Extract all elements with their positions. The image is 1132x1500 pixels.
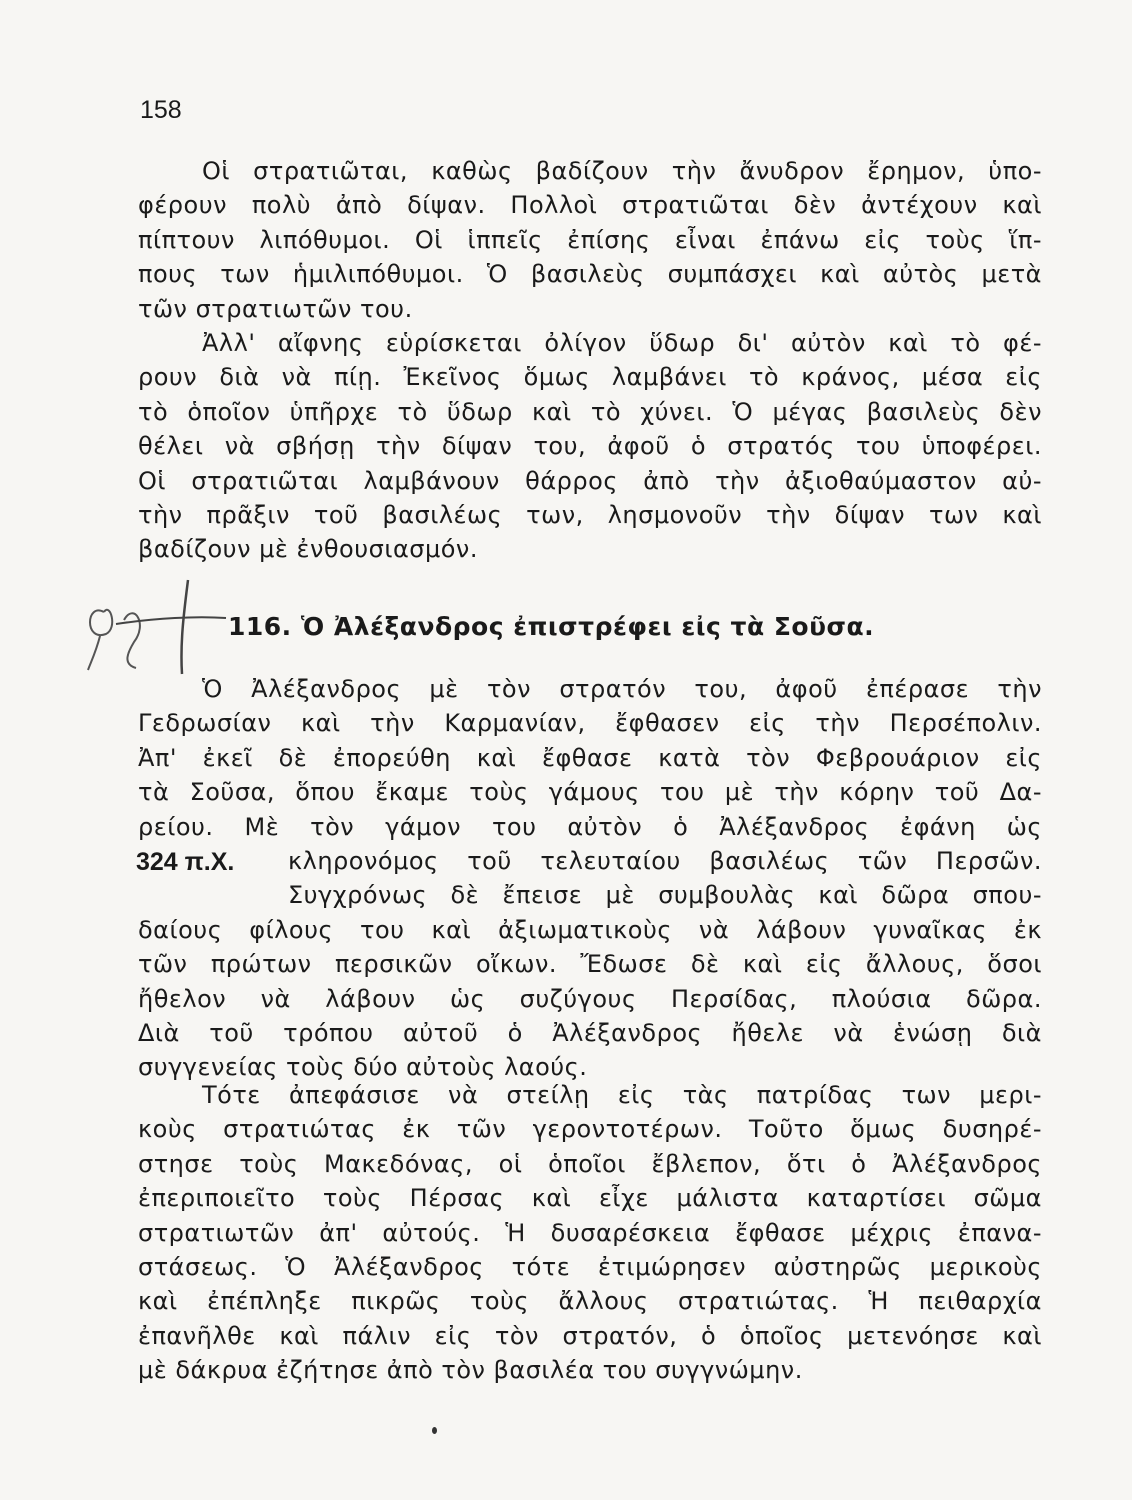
text-line: Τότε ἀπεφάσισε νὰ στείλῃ εἰς τὰς πατρίδας των μερι- (202, 1081, 1042, 1109)
text-line: τῶν στρατιωτῶν του. (138, 294, 413, 323)
paragraph-susa (138, 672, 1042, 1085)
text-line: Ἀλλ' αἴφνης εὑρίσκεται ὀλίγον ὕδωρ δι' αὐτὸν καὶ τὸ φέ- (202, 329, 1042, 358)
text-line: συγγενείας τοὺς δύο αὐτοὺς λαούς. (138, 1053, 588, 1082)
paragraph-thirst (138, 154, 1042, 567)
text-line: στάσεως. Ὁ Ἀλέξανδρος τότε ἐτιμώρησεν αὐστηρῶς μερικοὺς (138, 1253, 1042, 1282)
text-line: τὸ ὁποῖον ὑπῆρχε τὸ ὕδωρ καὶ τὸ χύνει. Ὁ μέγας βασιλεὺς δὲν (138, 397, 1042, 426)
text-line: τὰ Σοῦσα, ὅπου ἔκαμε τοὺς γάμους του μὲ τὴν κόρην τοῦ Δα- (138, 778, 1042, 807)
text-line: βαδίζουν μὲ ἐνθουσιασμόν. (138, 535, 478, 564)
text-line: κληρονόμος τοῦ τελευταίου βασιλέως τῶν Περσῶν. (288, 847, 1042, 876)
section-heading: 116. Ὁ Ἀλέξανδρος ἐπιστρέφει εἰς τὰ Σοῦσα. (228, 612, 875, 641)
paragraph-mutiny (138, 1078, 1042, 1388)
text-line: ἐπανῆλθε καὶ πάλιν εἰς τὸν στρατόν, ὁ ὁποῖος μετενόησε καὶ (138, 1321, 1042, 1350)
text-line: Διὰ τοῦ τρόπου αὐτοῦ ὁ Ἀλέξανδρος ἤθελε νὰ ἑνώσῃ διὰ (138, 1019, 1042, 1048)
text-line: τῶν πρώτων περσικῶν οἴκων. Ἔδωσε δὲ καὶ εἰς ἄλλους, ὅσοι (138, 950, 1042, 979)
text-line: φέρουν πολὺ ἀπὸ δίψαν. Πολλοὶ στρατιῶται δὲν ἀντέχουν καὶ (138, 191, 1042, 220)
text-line: στρατιωτῶν ἀπ' αὐτούς. Ἡ δυσαρέσκεια ἔφθασε μέχρις ἐπανα- (138, 1218, 1042, 1247)
text-line: δαίους φίλους του καὶ ἀξιωματικοὺς νὰ λάβουν γυναῖκας ἐκ (138, 915, 1042, 944)
handwritten-annotation (76, 572, 236, 682)
text-line: κοὺς στρατιώτας ἐκ τῶν γεροντοτέρων. Τοῦτο ὅμως δυσηρέ- (138, 1115, 1042, 1144)
text-line: πους των ἡμιλιπόθυμοι. Ὁ βασιλεὺς συμπάσχει καὶ αὐτὸς μετὰ (138, 260, 1042, 289)
text-line: Συγχρόνως δὲ ἔπεισε μὲ συμβουλὰς καὶ δῶρα σπου- (288, 881, 1042, 910)
text-line: ρουν διὰ νὰ πίῃ. Ἐκεῖνος ὅμως λαμβάνει τὸ κράνος, μέσα εἰς (138, 363, 1042, 392)
text-line: Οἱ στρατιῶται λαμβάνουν θάρρος ἀπὸ τὴν ἀξιοθαύμαστον αὐ- (138, 466, 1042, 495)
text-line: ἤθελον νὰ λάβουν ὡς συζύγους Περσίδας, πλούσια δῶρα. (138, 984, 1042, 1013)
text-line: θέλει νὰ σβήσῃ τὴν δίψαν του, ἀφοῦ ὁ στρατός του ὑποφέρει. (138, 432, 1042, 461)
text-line: πίπτουν λιπόθυμοι. Οἱ ἱππεῖς ἐπίσης εἶναι ἐπάνω εἰς τοὺς ἵπ- (138, 225, 1042, 254)
margin-date: 324 π.Χ. (136, 848, 235, 876)
page-number: 158 (140, 96, 182, 124)
text-line: Ὁ Ἀλέξανδρος μὲ τὸν στρατόν του, ἀφοῦ ἐπέρασε τὴν (202, 675, 1042, 703)
text-line: Γεδρωσίαν καὶ τὴν Καρμανίαν, ἔφθασεν εἰς τὴν Περσέπολιν. (138, 709, 1042, 738)
text-line: ρείου. Μὲ τὸν γάμον του αὐτὸν ὁ Ἀλέξανδρος ἐφάνη ὡς (138, 812, 1042, 841)
text-line: Οἱ στρατιῶται, καθὼς βαδίζουν τὴν ἄνυδρον ἔρημον, ὑπο- (202, 157, 1042, 185)
text-line: Ἀπ' ἐκεῖ δὲ ἐπορεύθη καὶ ἔφθασε κατὰ τὸν Φεβρουάριον εἰς (138, 743, 1042, 772)
text-line: καὶ ἐπέπληξε πικρῶς τοὺς ἄλλους στρατιώτας. Ἡ πειθαρχία (138, 1287, 1042, 1316)
text-line: στησε τοὺς Μακεδόνας, οἱ ὁποῖοι ἔβλεπον, ὅτι ὁ Ἀλέξανδρος (138, 1149, 1042, 1178)
text-line: μὲ δάκρυα ἐζήτησε ἀπὸ τὸν βασιλέα του συγγνώμην. (138, 1356, 803, 1385)
text-line: ἐπεριποιεῖτο τοὺς Πέρσας καὶ εἶχε μάλιστα καταρτίσει σῶμα (138, 1184, 1042, 1213)
text-line: τὴν πρᾶξιν τοῦ βασιλέως των, λησμονοῦν τὴν δίψαν των καὶ (138, 501, 1042, 530)
ink-speck (432, 1427, 437, 1434)
